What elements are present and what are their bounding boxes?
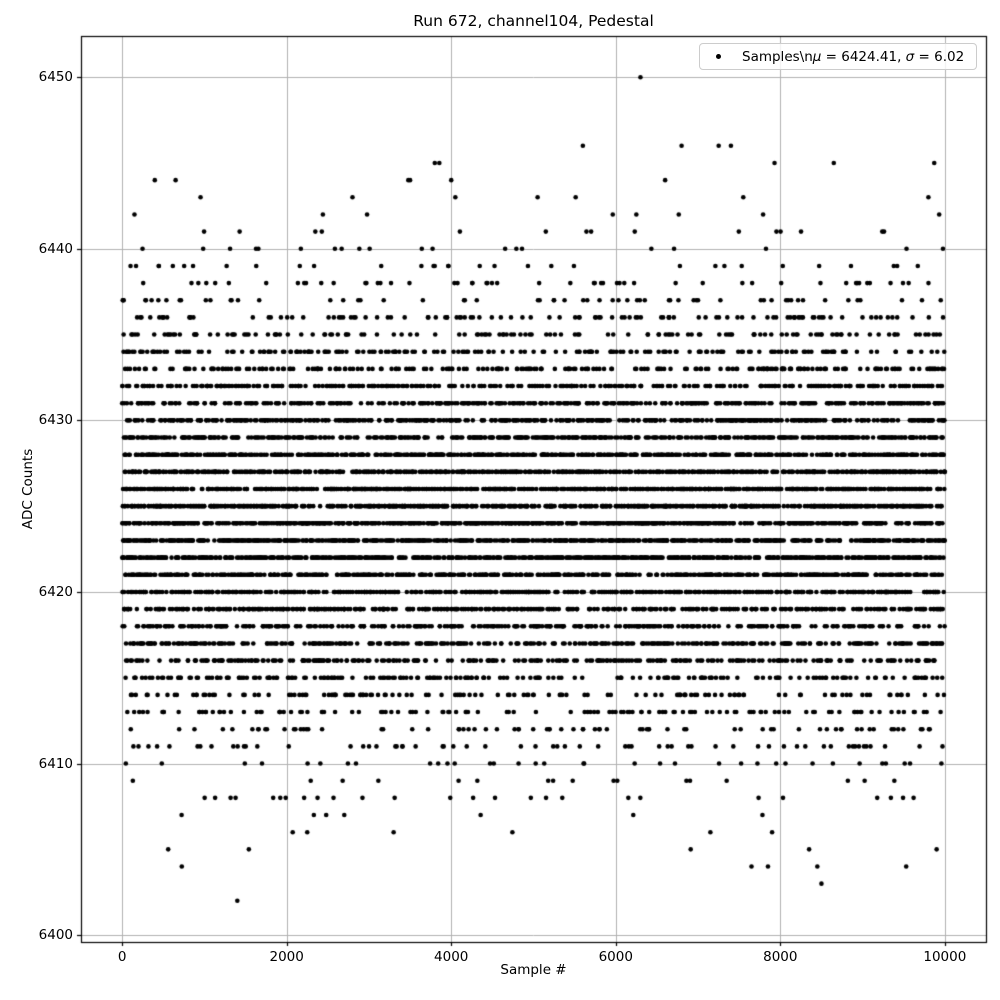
legend-label-part: μ bbox=[812, 48, 822, 65]
x-tick-label: 4000 bbox=[434, 949, 469, 965]
y-tick-label: 6450 bbox=[38, 69, 73, 86]
x-tick-label: 8000 bbox=[763, 949, 798, 965]
x-tick-label: 0 bbox=[117, 949, 127, 965]
y-tick-label: 6430 bbox=[38, 412, 73, 429]
x-tick-label: 2000 bbox=[269, 949, 304, 965]
x-tick-label: 6000 bbox=[598, 949, 633, 965]
x-tick-label: 10000 bbox=[923, 949, 967, 965]
legend-label-part: Samples\n bbox=[742, 48, 813, 65]
y-tick-label: 6400 bbox=[38, 927, 73, 944]
legend-label-part: = 6.02 bbox=[914, 48, 965, 65]
legend bbox=[699, 43, 977, 70]
legend-label bbox=[742, 49, 964, 65]
scatter-marker-icon bbox=[716, 54, 721, 59]
y-tick-label: 6440 bbox=[38, 240, 73, 257]
y-axis-label: ADC Counts bbox=[20, 448, 36, 530]
legend-label-part: σ bbox=[905, 48, 915, 65]
legend-label-part: = 6424.41, bbox=[821, 48, 906, 65]
y-tick-label: 6420 bbox=[38, 583, 73, 600]
y-tick-label: 6410 bbox=[38, 755, 73, 772]
chart-title: Run 672, channel104, Pedestal bbox=[413, 12, 654, 30]
x-axis-label: Sample # bbox=[500, 962, 567, 978]
